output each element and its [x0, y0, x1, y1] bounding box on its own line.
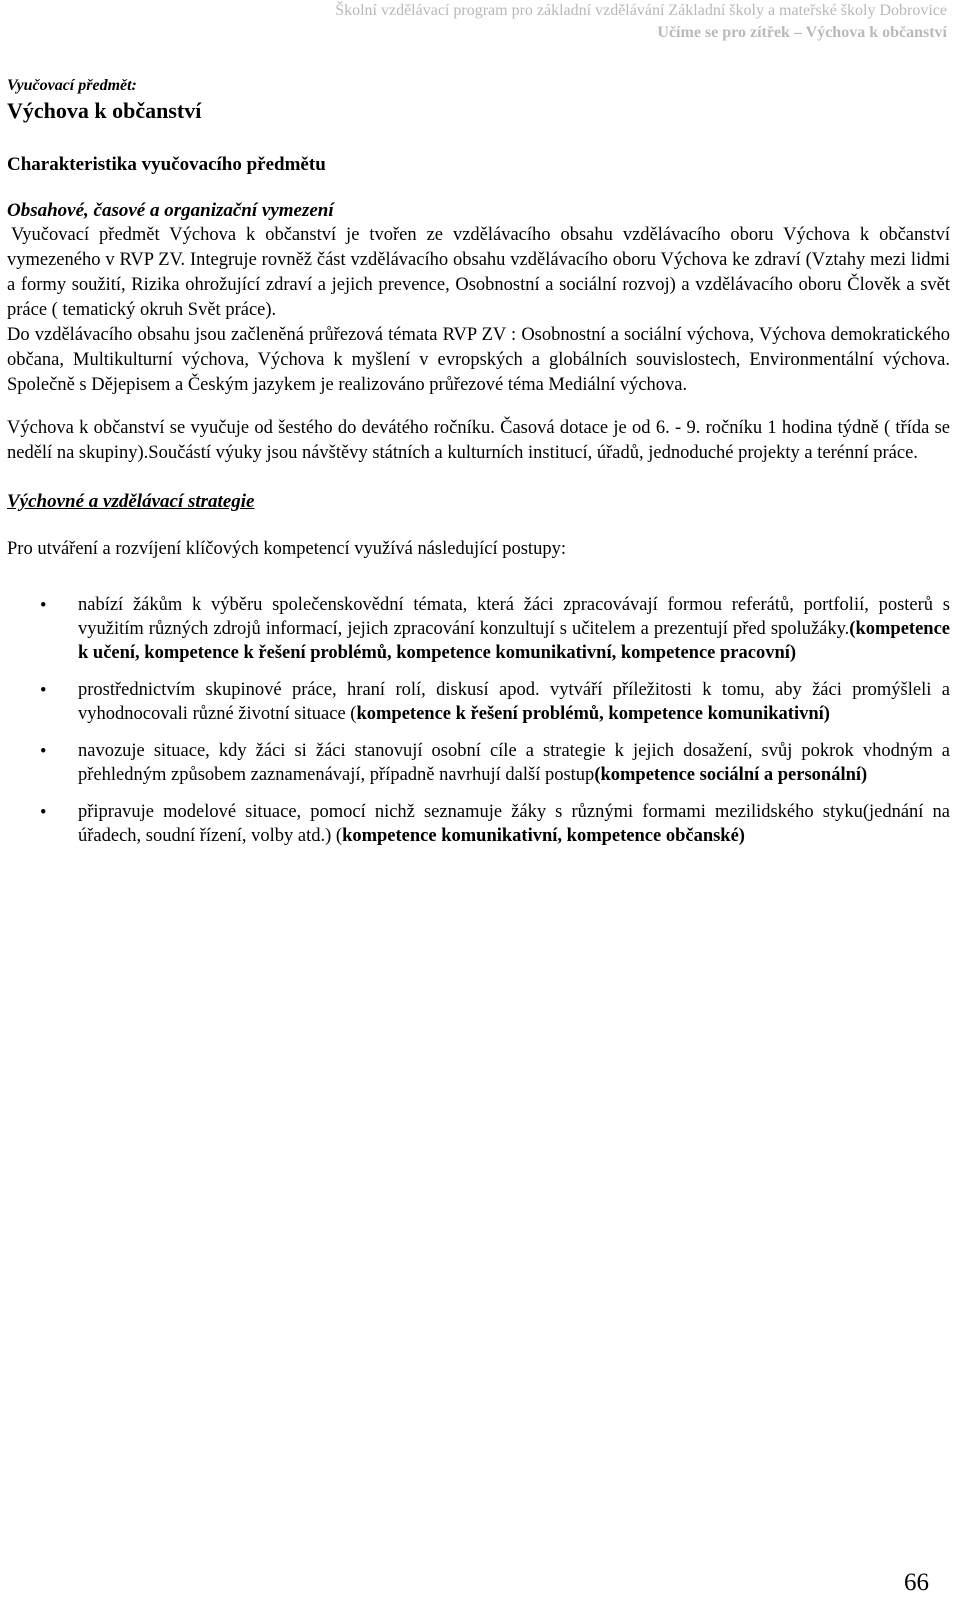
- header-subtitle: Učíme se pro zítřek – Výchova k občanství: [657, 24, 947, 41]
- paragraph-time-allocation: Výchova k občanství se vyučuje od šestého do devátého ročníku. Časová dotace je od 6. - 9. ročníku 1 hodina týdně ( třída se nedělí na skupiny).Součástí výuky jsou návštěvy státních a kulturních institucí, úřadů, jednoduché projekty a terénní práce.: [7, 418, 950, 463]
- list-item: [7, 678, 950, 726]
- page-header: [147, 0, 960, 44]
- list-item-competences: kompetence k řešení problémů, kompetence komunikativní): [356, 704, 830, 724]
- list-item-text: nabízí žákům k výběru společenskovědní témata, která žáci zpracovávají formou referátů, portfolií, posterů s využitím různých zdrojů informací, jejich zpracování konzultují s učitelem a prezentují před spolužáky.: [78, 595, 950, 639]
- page-number: 66: [904, 1569, 929, 1596]
- bullet-icon: •: [40, 596, 47, 616]
- bullet-icon: •: [40, 803, 47, 823]
- subject-title: Výchova k občanství: [7, 98, 202, 123]
- paragraph-cross-topics: Do vzdělávacího obsahu jsou začleněná průřezová témata RVP ZV : Osobnostní a sociální výchova, Výchova demokratického občana, Multikulturní výchova, Výchova k myšlení v evropských a globálních souvislostech, Environmentální výchova. Společně s Dějepisem a Českým jazykem je realizováno průřezové téma Mediální výchova.: [7, 325, 950, 395]
- list-item-text: navozuje situace, kdy žáci si žáci stanovují osobní cíle a strategie k jejich dosažení, svůj pokrok vhodným a přehledným způsobem zaznamenávají, případně navrhují další postup: [78, 741, 950, 785]
- subject-label: Vyučovací předmět:: [7, 77, 137, 94]
- list-item-competences: (kompetence k učení, kompetence k řešení problémů, kompetence komunikativní, kompetence pracovní): [78, 619, 950, 663]
- strategies-heading: Výchovné a vzdělávací strategie: [7, 491, 255, 512]
- strategies-intro: Pro utváření a rozvíjení klíčových kompetencí využívá následující postupy:: [7, 539, 566, 559]
- characteristics-heading: Charakteristika vyučovacího předmětu: [7, 154, 326, 175]
- list-item: [7, 739, 950, 787]
- list-item: [7, 800, 950, 848]
- list-item: [7, 593, 950, 665]
- header-school-program: Školní vzdělávací program pro základní vzdělávání Základní školy a mateřské školy Dobrovice: [335, 2, 947, 19]
- scope-heading: Obsahové, časové a organizační vymezení: [7, 200, 334, 221]
- bullet-icon: •: [40, 681, 47, 701]
- list-item-text: prostřednictvím skupinové práce, hraní rolí, diskusí apod. vytváří příležitosti k tomu, aby žáci promýšleli a vyhodnocovali různé životní situace (: [78, 680, 950, 724]
- list-item-text: připravuje modelové situace, pomocí nichž seznamuje žáky s různými formami mezilidského styku(jednání na úřadech, soudní řízení, volby atd.) (: [78, 802, 950, 846]
- strategies-list: [7, 593, 950, 848]
- list-item-competences: kompetence komunikativní, kompetence občanské): [342, 826, 745, 846]
- paragraph-subject-content: Vyučovací předmět Výchova k občanství je tvořen ze vzdělávacího obsahu vzdělávacího oboru Výchova k občanství vymezeného v RVP ZV. Integruje rovněž část vzdělávacího obsahu vzdělávacího oboru Výchova ke zdraví (Vztahy mezi lidmi a formy soužití, Rizika ohrožující zdraví a jejich prevence, Osobnostní a sociální rozvoj) a vzdělávacího oboru Člověk a svět práce ( tematický okruh Svět práce).: [7, 225, 950, 320]
- bullet-icon: •: [40, 742, 47, 762]
- list-item-competences: (kompetence sociální a personální): [594, 765, 868, 785]
- document-body: [7, 76, 950, 861]
